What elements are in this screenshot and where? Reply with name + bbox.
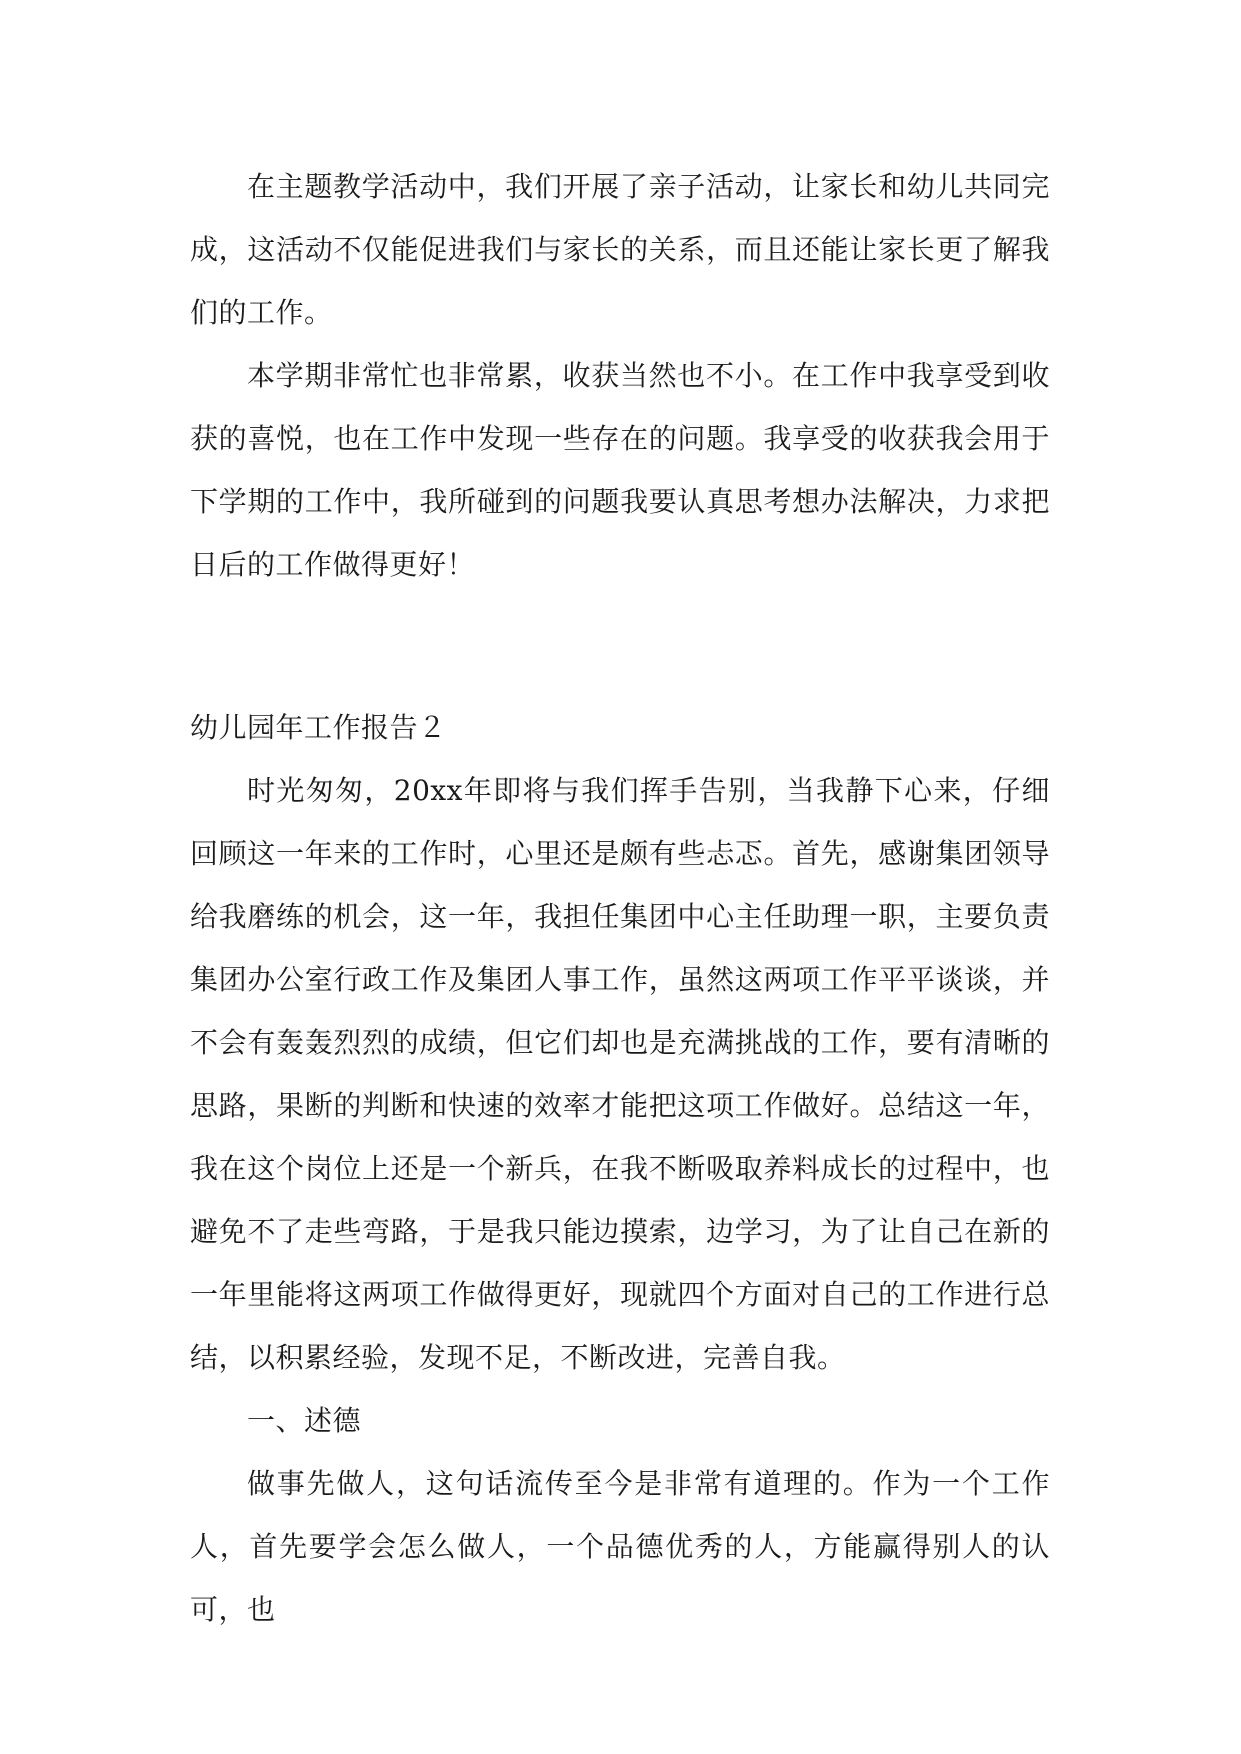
paragraph: 做事先做人，这句话流传至今是非常有道理的。作为一个工作人，首先要学会怎么做人，一个品德优秀的人，方能赢得别人的认可，也 <box>190 1467 1050 1626</box>
paragraph: 在主题教学活动中，我们开展了亲子活动，让家长和幼儿共同完成，这活动不仅能促进我们与家长的关系，而且还能让家长更了解我们的工作。 <box>190 170 1050 329</box>
paragraph: 本学期非常忙也非常累，收获当然也不小。在工作中我享受到收获的喜悦，也在工作中发现一些存在的问题。我享受的收获我会用于下学期的工作中，我所碰到的问题我要认真思考想办法解决，力求把日后的工作做得更好！ <box>190 359 1050 581</box>
subheading: 一、述德 <box>247 1404 362 1437</box>
paragraph: 时光匆匆，20xx年即将与我们挥手告别，当我静下心来，仔细回顾这一年来的工作时，心里还是颇有些忐忑。首先，感谢集团领导给我磨练的机会，这一年，我担任集团中心主任助理一职，主要负责集团办公室行政工作及集团人事工作，虽然这两项工作平平谈谈，并不会有轰轰烈烈的成绩，但它们却也是充满挑战的工作，要有清晰的思路，果断的判断和快速的效率才能把这项工作做好。总结这一年，我在这个岗位上还是一个新兵，在我不断吸取养料成长的过程中，也避免不了走些弯路，于是我只能边摸索，边学习，为了让自己在新的一年里能将这两项工作做得更好，现就四个方面对自己的工作进行总结，以积累经验，发现不足，不断改进，完善自我。 <box>190 774 1050 1374</box>
section-spacer <box>190 596 1050 696</box>
document-body <box>190 155 1050 1641</box>
section-title: 幼儿园年工作报告２ <box>190 711 447 744</box>
